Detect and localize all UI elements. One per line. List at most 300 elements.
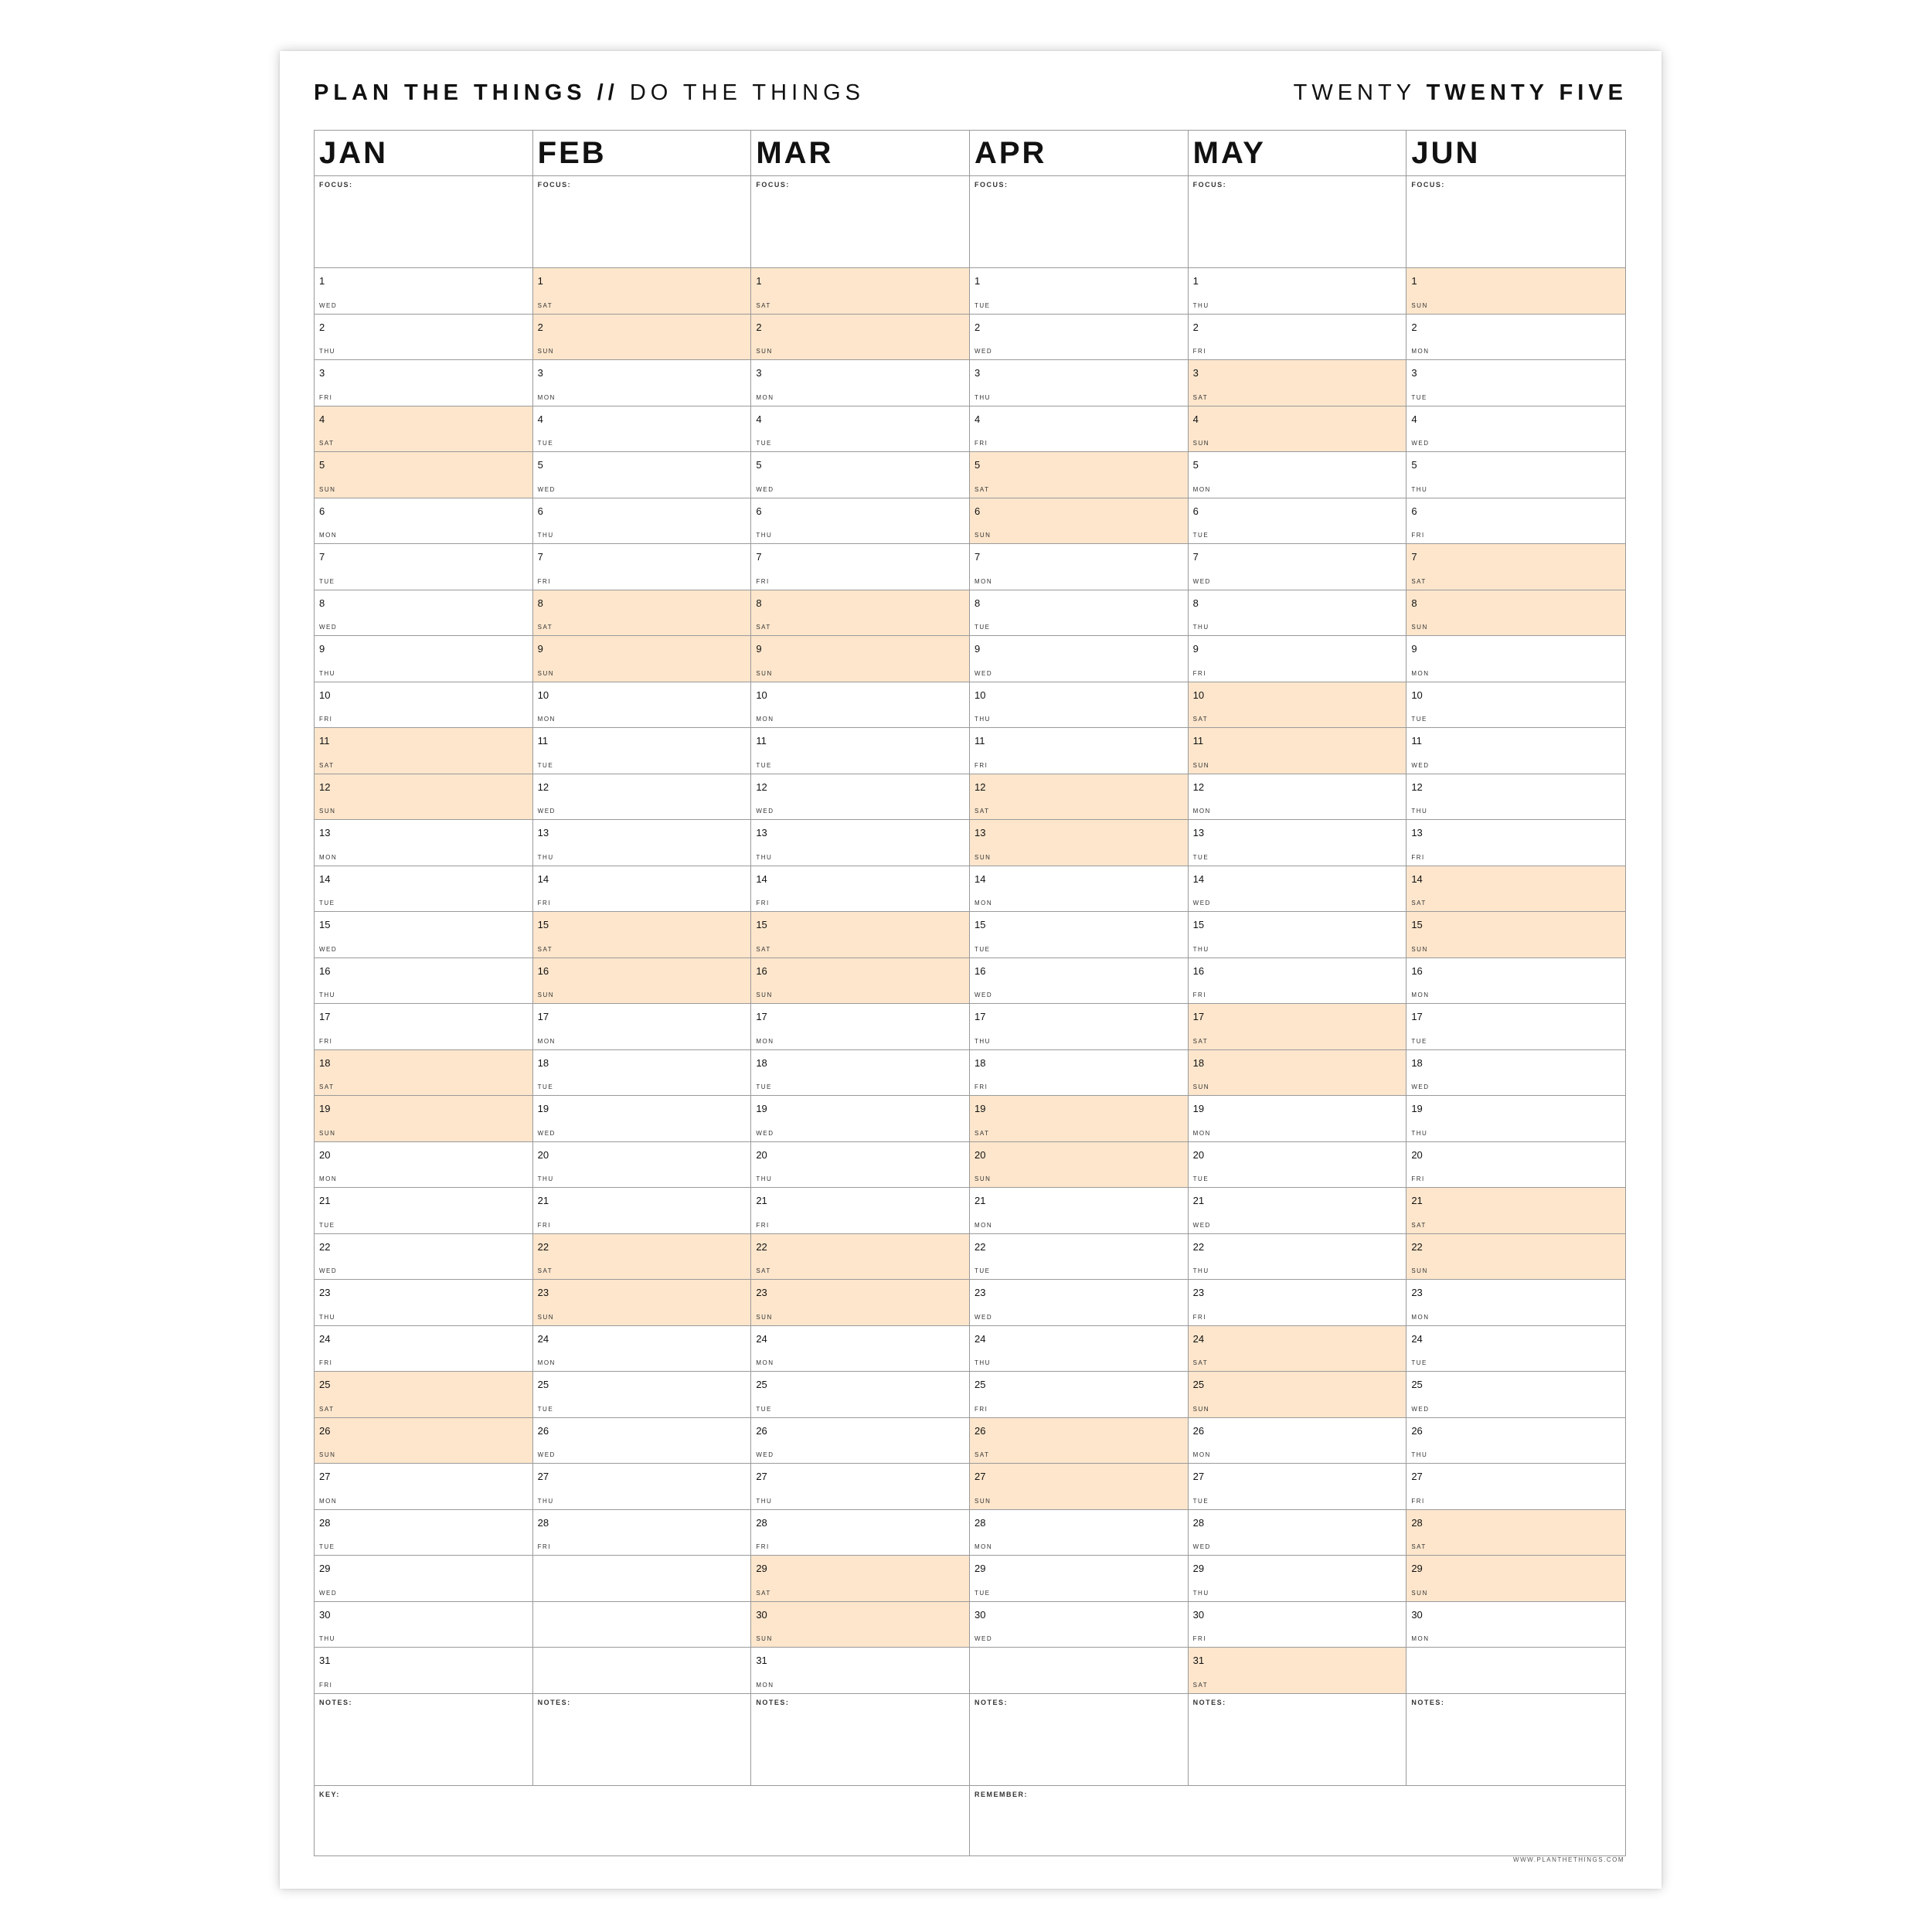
day-number: 19 [1411,1103,1423,1114]
month-column-may [1189,131,1407,1786]
day-cell[interactable] [1406,1326,1625,1372]
day-cell[interactable] [970,452,1188,498]
day-cell[interactable] [970,728,1188,774]
day-cell[interactable] [315,1096,532,1142]
day-weekday: SAT [319,761,335,769]
day-number: 26 [319,1424,331,1437]
day-cell[interactable] [970,866,1188,913]
day-cell[interactable] [1406,728,1625,774]
day-weekday: SUN [319,1451,336,1458]
day-cell[interactable] [1406,682,1625,729]
notes-label: NOTES: [1192,1698,1226,1706]
day-cell[interactable] [1406,590,1625,637]
day-cell[interactable] [751,1050,969,1097]
day-cell[interactable] [1189,452,1406,498]
day-cell[interactable] [1406,1142,1625,1189]
day-cell[interactable] [1189,1280,1406,1326]
day-cell[interactable] [751,1464,969,1510]
day-cell[interactable] [970,268,1188,315]
day-number: 18 [1192,1056,1205,1069]
day-cell[interactable] [751,1234,969,1281]
day-number: 7 [974,551,981,563]
day-cell[interactable] [970,1510,1188,1556]
day-cell[interactable] [970,1234,1188,1281]
day-number: 11 [1192,735,1204,747]
day-weekday: SUN [974,1497,992,1505]
day-cell[interactable] [751,544,969,590]
day-weekday: SAT [319,1405,335,1413]
day-number: 1 [1411,275,1417,287]
day-cell[interactable] [1189,866,1406,913]
day-weekday: FRI [1411,853,1425,861]
day-cell[interactable] [970,958,1188,1005]
remember-box[interactable] [970,1786,1625,1855]
day-number: 13 [319,827,331,838]
day-number: 23 [756,1287,767,1298]
day-number: 2 [1411,321,1417,333]
day-cell[interactable] [533,406,751,453]
key-box[interactable] [315,1786,970,1855]
day-cell[interactable] [1189,774,1406,821]
day-cell[interactable] [1189,1004,1406,1050]
day-cell[interactable] [751,452,969,498]
day-cell[interactable] [1406,866,1625,913]
day-cell[interactable] [1406,820,1625,866]
day-cell[interactable] [533,452,751,498]
day-cell[interactable] [970,1556,1188,1602]
day-cell[interactable] [533,498,751,545]
day-cell[interactable] [751,315,969,361]
day-cell[interactable] [315,590,532,637]
day-cell[interactable] [751,1510,969,1556]
day-weekday: THU [1192,1589,1209,1597]
day-cell[interactable] [1189,1142,1406,1189]
day-cell[interactable] [315,912,532,958]
day-weekday: MON [537,716,556,723]
month-columns [315,131,1625,1786]
day-cell[interactable] [315,1142,532,1189]
day-weekday: THU [1192,945,1209,953]
day-weekday: MON [1192,808,1211,815]
day-cell[interactable] [1406,406,1625,453]
day-cell[interactable] [315,360,532,406]
day-weekday: MON [974,1543,993,1550]
day-cell[interactable] [533,1142,751,1189]
day-cell[interactable] [751,820,969,866]
day-cell[interactable] [533,360,751,406]
day-weekday: MON [319,1497,338,1505]
day-cell[interactable] [315,1556,532,1602]
day-weekday: SUN [1192,1405,1210,1413]
day-cell[interactable] [751,1004,969,1050]
day-cell[interactable] [1189,1096,1406,1142]
day-cell[interactable] [533,1234,751,1281]
day-cell[interactable] [533,1372,751,1418]
day-cell[interactable] [1189,1602,1406,1648]
day-cell[interactable] [533,1418,751,1464]
day-weekday: SUN [756,348,773,355]
day-weekday: MON [319,853,338,861]
day-cell[interactable] [533,1510,751,1556]
day-cell[interactable] [1406,1188,1625,1234]
day-cell[interactable] [315,544,532,590]
day-cell[interactable] [1189,1510,1406,1556]
day-number: 5 [974,459,981,471]
day-number: 6 [537,505,543,517]
day-cell[interactable] [970,406,1188,453]
day-cell[interactable] [1189,682,1406,729]
day-cell[interactable] [751,774,969,821]
focus-label: FOCUS: [537,181,572,189]
day-cell[interactable] [533,1096,751,1142]
day-cell[interactable] [315,1464,532,1510]
day-cell[interactable] [315,1234,532,1281]
day-number: 29 [1411,1563,1423,1574]
day-cell[interactable] [970,544,1188,590]
day-cell[interactable] [1406,958,1625,1005]
day-cell[interactable] [315,1648,532,1694]
day-cell[interactable] [970,1418,1188,1464]
month-column-jun [1406,131,1625,1786]
day-cell[interactable] [1406,315,1625,361]
day-number: 10 [1192,689,1205,701]
day-cell[interactable] [533,1188,751,1234]
day-weekday: MON [537,393,556,401]
day-weekday: SUN [537,669,555,677]
day-cell[interactable] [315,1602,532,1648]
day-cell[interactable] [970,1142,1188,1189]
day-cell[interactable] [970,682,1188,729]
day-cell[interactable] [1189,1464,1406,1510]
notes-box[interactable] [1406,1694,1625,1786]
day-cell[interactable] [1406,1234,1625,1281]
day-cell[interactable] [751,1418,969,1464]
day-number: 27 [756,1471,767,1482]
day-cell[interactable] [315,268,532,315]
day-cell[interactable] [1406,1556,1625,1602]
day-cell[interactable] [751,912,969,958]
focus-label: FOCUS: [1192,181,1227,189]
day-cell[interactable] [751,728,969,774]
day-cell[interactable] [533,728,751,774]
day-cell[interactable] [315,1050,532,1097]
day-weekday: SUN [1411,1267,1428,1274]
day-cell[interactable] [533,1280,751,1326]
notes-box[interactable] [315,1694,532,1786]
day-cell[interactable] [315,1188,532,1234]
day-cell[interactable] [533,682,751,729]
day-cell[interactable] [533,1326,751,1372]
day-weekday: MON [1192,485,1211,493]
day-cell[interactable] [1189,360,1406,406]
notes-box[interactable] [970,1694,1188,1786]
day-number: 1 [974,275,981,287]
day-cell[interactable] [1189,544,1406,590]
day-cell[interactable] [1406,1280,1625,1326]
focus-box[interactable] [970,176,1188,268]
day-cell[interactable] [970,1372,1188,1418]
focus-box[interactable] [1406,176,1625,268]
day-cell[interactable] [751,1556,969,1602]
day-number: 14 [537,872,549,885]
day-cell[interactable] [1406,774,1625,821]
day-cell[interactable] [970,1280,1188,1326]
day-cell[interactable] [533,544,751,590]
day-cell[interactable] [970,820,1188,866]
day-number: 15 [756,919,767,930]
day-cell[interactable] [533,636,751,682]
day-cell[interactable] [315,1372,532,1418]
day-weekday: SAT [756,301,771,309]
day-cell[interactable] [1189,1050,1406,1097]
day-cell[interactable] [751,1188,969,1234]
day-number: 15 [1192,919,1205,930]
day-number: 13 [756,827,767,838]
day-weekday: THU [319,669,335,677]
day-weekday: SUN [1192,1083,1210,1090]
day-weekday: SUN [319,1129,336,1137]
day-number: 15 [319,919,331,930]
day-number: 7 [1192,551,1199,563]
day-cell[interactable] [970,315,1188,361]
day-number: 5 [537,459,543,471]
day-cell[interactable] [533,268,751,315]
day-cell[interactable] [970,1326,1188,1372]
day-cell[interactable] [1406,1418,1625,1464]
day-cell[interactable] [751,1648,969,1694]
day-cell[interactable] [315,636,532,682]
day-cell[interactable] [315,820,532,866]
day-cell[interactable] [970,1602,1188,1648]
day-cell[interactable] [315,682,532,729]
day-cell[interactable] [1406,1602,1625,1648]
day-number: 16 [319,964,331,977]
day-number: 10 [537,689,549,701]
day-cell[interactable] [1189,268,1406,315]
day-weekday: WED [1411,440,1430,447]
day-weekday: WED [537,485,556,493]
day-cell[interactable] [533,315,751,361]
day-cell[interactable] [1189,315,1406,361]
day-number: 20 [974,1148,986,1161]
empty-day-cell [533,1602,751,1648]
day-cell[interactable] [1406,360,1625,406]
empty-day-cell [1406,1648,1625,1694]
day-number: 13 [1192,827,1205,838]
focus-box[interactable] [315,176,532,268]
day-cell[interactable] [970,590,1188,637]
day-number: 9 [1411,643,1417,655]
day-cell[interactable] [1406,498,1625,545]
day-cell[interactable] [1406,452,1625,498]
day-cell[interactable] [1406,1510,1625,1556]
day-cell[interactable] [751,682,969,729]
day-cell[interactable] [1189,590,1406,637]
day-cell[interactable] [1189,636,1406,682]
day-number: 8 [1411,597,1417,609]
day-number: 13 [1411,827,1423,838]
day-cell[interactable] [1189,1326,1406,1372]
day-number: 8 [319,597,325,609]
day-weekday: TUE [1411,716,1427,723]
day-number: 5 [319,459,325,471]
day-cell[interactable] [533,820,751,866]
day-cell[interactable] [1189,1188,1406,1234]
day-cell[interactable] [533,1050,751,1097]
notes-box[interactable] [1189,1694,1406,1786]
day-cell[interactable] [315,315,532,361]
day-cell[interactable] [1189,1418,1406,1464]
day-number: 4 [974,413,981,425]
day-number: 17 [537,1011,549,1022]
day-cell[interactable] [751,498,969,545]
focus-box[interactable] [533,176,751,268]
day-cell[interactable] [970,774,1188,821]
focus-label: FOCUS: [974,181,1009,189]
focus-box[interactable] [751,176,969,268]
day-cell[interactable] [751,1326,969,1372]
day-weekday: SUN [756,669,773,677]
day-cell[interactable] [970,1464,1188,1510]
day-cell[interactable] [1189,1556,1406,1602]
day-cell[interactable] [970,1188,1188,1234]
day-cell[interactable] [970,912,1188,958]
day-cell[interactable] [970,360,1188,406]
day-cell[interactable] [315,1280,532,1326]
day-weekday: FRI [756,1221,770,1229]
day-weekday: SUN [756,1313,773,1321]
day-cell[interactable] [533,912,751,958]
day-weekday: SAT [974,808,990,815]
day-weekday: FRI [319,393,333,401]
day-cell[interactable] [970,636,1188,682]
day-number: 3 [756,367,762,379]
notes-box[interactable] [751,1694,969,1786]
day-weekday: TUE [319,1221,335,1229]
day-number: 24 [1192,1332,1205,1345]
day-cell[interactable] [1189,406,1406,453]
day-cell[interactable] [751,590,969,637]
day-cell[interactable] [1406,912,1625,958]
day-cell[interactable] [1406,1096,1625,1142]
day-cell[interactable] [751,268,969,315]
day-cell[interactable] [315,1510,532,1556]
day-cell[interactable] [315,1004,532,1050]
day-number: 18 [319,1056,331,1069]
day-cell[interactable] [533,958,751,1005]
day-cell[interactable] [315,1326,532,1372]
day-cell[interactable] [970,498,1188,545]
day-number: 25 [756,1379,767,1390]
day-cell[interactable] [315,866,532,913]
day-cell[interactable] [533,866,751,913]
day-number: 20 [1192,1148,1205,1161]
focus-box[interactable] [1189,176,1406,268]
day-cell[interactable] [970,1004,1188,1050]
day-cell[interactable] [970,1050,1188,1097]
day-number: 28 [974,1516,986,1529]
day-weekday: WED [537,808,556,815]
day-cell[interactable] [315,774,532,821]
day-cell[interactable] [751,958,969,1005]
day-cell[interactable] [1406,544,1625,590]
day-number: 9 [1192,643,1199,655]
day-cell[interactable] [751,1372,969,1418]
day-cell[interactable] [315,1418,532,1464]
day-number: 18 [537,1056,549,1069]
day-cell[interactable] [751,1142,969,1189]
day-weekday: WED [1192,577,1211,585]
day-weekday: THU [756,532,773,539]
day-cell[interactable] [751,1096,969,1142]
notes-box[interactable] [533,1694,751,1786]
day-number: 31 [756,1655,767,1666]
day-cell[interactable] [1406,268,1625,315]
day-number: 1 [319,275,325,287]
day-number: 31 [319,1655,331,1666]
day-cell[interactable] [1406,1372,1625,1418]
day-number: 27 [1192,1471,1205,1482]
day-cell[interactable] [751,1602,969,1648]
day-cell[interactable] [1189,1234,1406,1281]
day-cell[interactable] [315,498,532,545]
day-weekday: SAT [537,945,553,953]
day-cell[interactable] [751,360,969,406]
day-cell[interactable] [1189,498,1406,545]
day-weekday: SUN [974,1175,992,1182]
day-number: 21 [319,1195,331,1206]
day-cell[interactable] [315,406,532,453]
day-number: 6 [1192,505,1199,517]
day-cell[interactable] [751,406,969,453]
day-cell[interactable] [315,958,532,1005]
day-weekday: THU [974,1359,991,1366]
day-cell[interactable] [751,636,969,682]
day-cell[interactable] [533,1004,751,1050]
day-cell[interactable] [1189,1648,1406,1694]
day-number: 5 [756,459,762,471]
day-cell[interactable] [533,774,751,821]
day-cell[interactable] [1406,1050,1625,1097]
day-weekday: FRI [974,1405,988,1413]
day-cell[interactable] [1406,636,1625,682]
day-cell[interactable] [315,728,532,774]
day-number: 15 [537,919,549,930]
day-cell[interactable] [1189,728,1406,774]
day-weekday: SAT [319,1083,335,1090]
day-number: 28 [319,1516,331,1529]
day-cell[interactable] [751,1280,969,1326]
day-cell[interactable] [533,590,751,637]
day-cell[interactable] [751,866,969,913]
day-cell[interactable] [1189,912,1406,958]
day-cell[interactable] [533,1464,751,1510]
day-number: 12 [319,781,331,793]
day-cell[interactable] [970,1096,1188,1142]
planner-poster [280,51,1662,1889]
day-weekday: WED [537,1451,556,1458]
day-weekday: WED [974,992,993,998]
day-cell[interactable] [1189,1372,1406,1418]
day-cell[interactable] [1189,958,1406,1005]
day-cell[interactable] [1189,820,1406,866]
day-cell[interactable] [1406,1004,1625,1050]
day-cell[interactable] [315,452,532,498]
day-weekday: SAT [1411,1221,1427,1229]
day-weekday: THU [1192,1267,1209,1274]
day-weekday: FRI [319,1681,333,1689]
day-cell[interactable] [1406,1464,1625,1510]
